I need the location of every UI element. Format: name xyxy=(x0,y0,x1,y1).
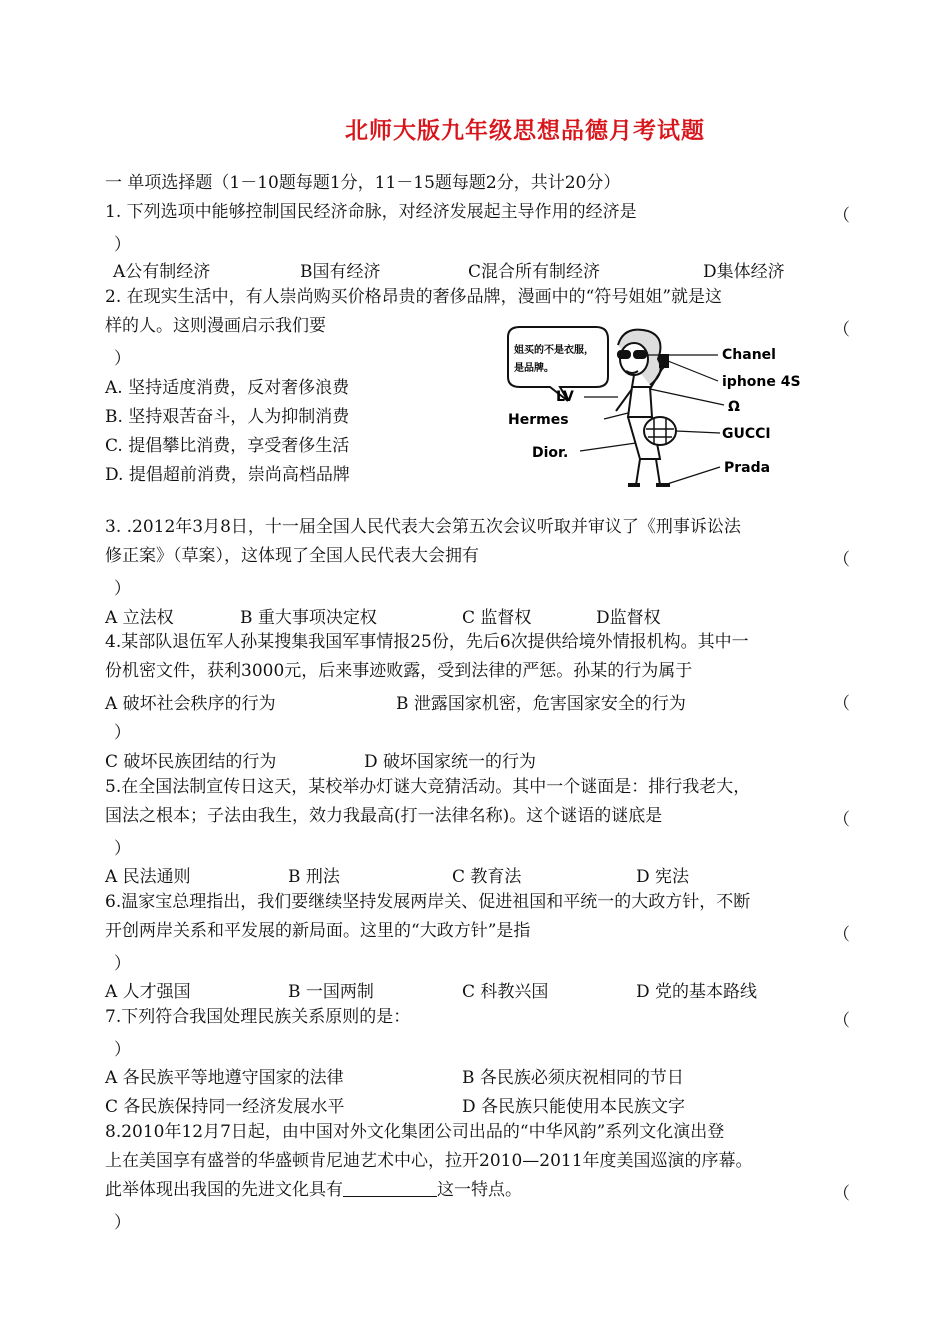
q5-paren-open: （ xyxy=(833,810,850,830)
cartoon-illustration xyxy=(500,325,820,495)
q7-stem: 7.下列符合我国处理民族关系原则的是： xyxy=(105,1007,411,1027)
brand-label-hermes: Hermes xyxy=(508,412,569,428)
q7-option-d: D 各民族只能使用本民族文字 xyxy=(462,1097,686,1117)
brand-label-gucci: GUCCI xyxy=(722,426,771,442)
q7-paren-close: ） xyxy=(114,1040,131,1060)
q3-option-c: C 监督权 xyxy=(462,608,532,628)
q4-paren-close: ） xyxy=(114,723,131,743)
q1-paren-open: （ xyxy=(833,206,850,226)
q8-stem-line1: 8.2010年12月7日起，由中国对外文化集团公司出品的“中华风韵”系列文化演出登 xyxy=(105,1122,725,1142)
section-heading: 一 单项选择题（1－10题每题1分，11－15题每题2分，共计20分） xyxy=(105,173,621,193)
q6-option-d: D 党的基本路线 xyxy=(636,982,758,1002)
q4-option-a: A 破坏社会秩序的行为 xyxy=(105,694,276,714)
q5-paren-close: ） xyxy=(114,839,131,859)
q6-option-c: C 科教兴国 xyxy=(462,982,549,1002)
q4-option-c: C 破坏民族团结的行为 xyxy=(105,752,277,772)
q1-option-b: B国有经济 xyxy=(300,262,381,282)
q1-option-c: C混合所有制经济 xyxy=(468,262,601,282)
q2-paren-open: （ xyxy=(833,320,850,340)
q8-stem-line3 xyxy=(105,1179,845,1201)
q8-stem-line3-after: 这一特点。 xyxy=(437,1180,522,1200)
q2-option-a: A. 坚持适度消费，反对奢侈浪费 xyxy=(105,378,350,398)
q2-paren-close: ） xyxy=(114,349,131,369)
q7-paren-open: （ xyxy=(833,1011,850,1031)
q4-paren-open: （ xyxy=(833,694,850,714)
q8-paren-open: （ xyxy=(833,1184,850,1204)
q3-paren-close: ） xyxy=(114,579,131,599)
q6-stem-line2: 开创两岸关系和平发展的新局面。这里的“大政方针”是指 xyxy=(105,921,531,941)
q8-answer-blank xyxy=(343,1180,437,1197)
q6-option-b: B 一国两制 xyxy=(288,982,374,1002)
q5-stem-line2: 国法之根本；子法由我生，效力我最高(打一法律名称)。这个谜语的谜底是 xyxy=(105,806,663,826)
speech-line-1: 姐买的不是衣服， xyxy=(514,345,594,356)
brand-label-dior: Dior. xyxy=(532,445,569,461)
q1-paren-close: ） xyxy=(114,235,131,255)
q5-option-c: C 教育法 xyxy=(452,867,522,887)
q4-stem-line2: 份机密文件，获利3000元，后来事迹败露，受到法律的严惩。孙某的行为属于 xyxy=(105,661,693,681)
q3-option-d: D监督权 xyxy=(596,608,661,628)
q2-stem-line2: 样的人。这则漫画启示我们要 xyxy=(105,316,326,336)
q6-paren-close: ） xyxy=(114,954,131,974)
q2-option-b: B. 坚持艰苦奋斗，人为抑制消费 xyxy=(105,407,350,427)
q3-stem-line2: 修正案》（草案），这体现了全国人民代表大会拥有 xyxy=(105,546,479,566)
q6-stem-line1: 6.温家宝总理指出，我们要继续坚持发展两岸关、促进祖国和平统一的大政方针，不断 xyxy=(105,892,751,912)
q1-option-a: A公有制经济 xyxy=(113,262,211,282)
q8-stem-line2: 上在美国享有盛誉的华盛顿肯尼迪艺术中心，拉开2010—2011年度美国巡演的序幕。 xyxy=(105,1151,753,1171)
q7-option-a: A 各民族平等地遵守国家的法律 xyxy=(105,1068,344,1088)
brand-label-omega: Ω xyxy=(728,399,740,415)
q3-stem-line1: 3. .2012年3月8日，十一届全国人民代表大会第五次会议听取并审议了《刑事诉讼法 xyxy=(105,517,741,537)
q7-option-c: C 各民族保持同一经济发展水平 xyxy=(105,1097,345,1117)
page-title: 北师大版九年级思想品德月考试题 xyxy=(345,117,705,144)
q2-option-c: C. 提倡攀比消费，享受奢侈生活 xyxy=(105,436,350,456)
q8-paren-close: ） xyxy=(114,1213,131,1233)
q4-option-b: B 泄露国家机密，危害国家安全的行为 xyxy=(396,694,686,714)
q1-option-d: D集体经济 xyxy=(703,262,785,282)
speech-line-2: 是品牌。 xyxy=(514,363,554,374)
q8-stem-line3-before: 此举体现出我国的先进文化具有 xyxy=(105,1180,343,1200)
brand-label-lv: LV xyxy=(556,389,574,405)
brand-label-prada: Prada xyxy=(724,460,771,476)
q4-option-d: D 破坏国家统一的行为 xyxy=(364,752,537,772)
q5-option-d: D 宪法 xyxy=(636,867,690,887)
fashion-girl-figure xyxy=(616,330,676,485)
q3-option-b: B 重大事项决定权 xyxy=(240,608,377,628)
q2-stem-line1: 2. 在现实生活中，有人崇尚购买价格昂贵的奢侈品牌，漫画中的“符号姐姐”就是这 xyxy=(105,287,723,307)
q7-option-b: B 各民族必须庆祝相同的节日 xyxy=(462,1068,684,1088)
brand-label-chanel: Chanel xyxy=(722,347,776,363)
q3-option-a: A 立法权 xyxy=(105,608,174,628)
q5-option-a: A 民法通则 xyxy=(105,867,191,887)
brand-label-iphone: iphone 4S xyxy=(722,374,801,390)
q5-option-b: B 刑法 xyxy=(288,867,340,887)
q6-option-a: A 人才强国 xyxy=(105,982,191,1002)
q4-stem-line1: 4.某部队退伍军人孙某搜集我国军事情报25份，先后6次提供给境外情报机构。其中一 xyxy=(105,632,749,652)
q1-stem: 1. 下列选项中能够控制国民经济命脉，对经济发展起主导作用的经济是 xyxy=(105,202,637,222)
q2-option-d: D. 提倡超前消费，崇尚高档品牌 xyxy=(105,465,350,485)
q6-paren-open: （ xyxy=(833,925,850,945)
q3-paren-open: （ xyxy=(833,550,850,570)
cartoon-fashion-girl xyxy=(500,325,820,495)
q5-stem-line1: 5.在全国法制宣传日这天，某校举办灯谜大竞猜活动。其中一个谜面是：排行我老大， xyxy=(105,777,751,797)
